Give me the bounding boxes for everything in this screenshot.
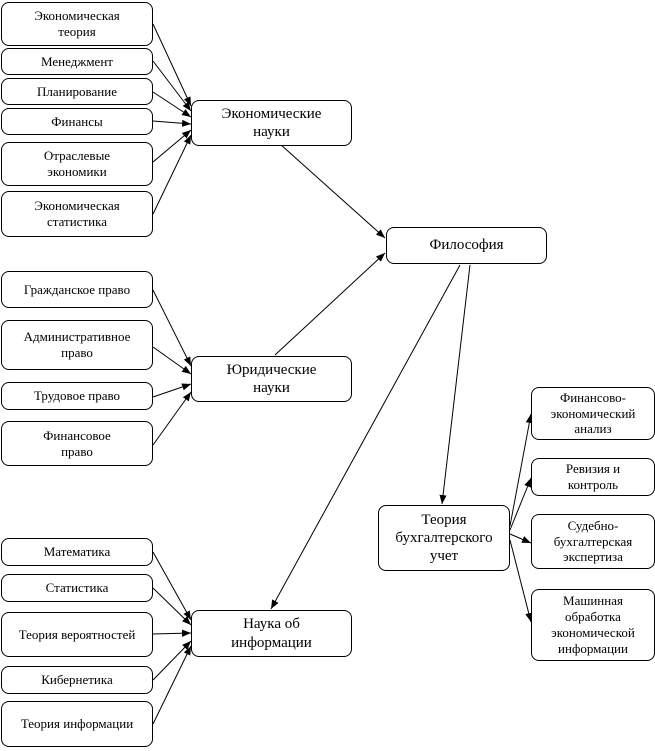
node-econ-sciences: Экономические науки xyxy=(191,100,352,146)
node-information-theory: Теория информации xyxy=(1,701,153,747)
node-econ-statistics: Экономическая статистика xyxy=(1,191,153,237)
node-sector-economics: Отраслевые экономики xyxy=(1,142,153,186)
node-mathematics: Математика xyxy=(1,538,153,566)
node-econ-theory: Экономическая теория xyxy=(1,2,153,46)
node-financial-analysis: Финансово- экономический анализ xyxy=(531,387,655,440)
arrow-econ-stats xyxy=(153,135,191,214)
node-admin-law: Административное право xyxy=(1,320,153,370)
node-philosophy: Философия xyxy=(386,227,547,264)
arrow-to-forensic xyxy=(510,534,531,543)
arrow-admin-law xyxy=(153,347,191,374)
arrow-philosophy-to-accounting xyxy=(442,265,470,504)
arrow-management xyxy=(153,61,191,111)
node-statistics: Статистика xyxy=(1,574,153,602)
arrow-civil-law xyxy=(153,290,191,366)
arrow-math xyxy=(153,552,191,620)
node-information-science: Наука об информации xyxy=(191,610,352,657)
node-forensic-accounting: Судебно- бухгалтерская экспертиза xyxy=(531,514,655,569)
node-cybernetics: Кибернетика xyxy=(1,666,153,694)
arrow-info-theory xyxy=(153,646,191,724)
node-audit-control: Ревизия и контроль xyxy=(531,458,655,496)
arrow-to-audit xyxy=(510,478,531,530)
arrow-labor-law xyxy=(153,384,191,397)
node-machine-processing: Машинная обработка экономической информации xyxy=(531,589,655,661)
arrow-legal-to-philosophy xyxy=(275,253,385,355)
arrow-probability xyxy=(153,633,191,634)
node-accounting-theory: Теория бухгалтерского учет xyxy=(378,505,510,571)
node-finance-law: Финансовое право xyxy=(1,421,153,466)
arrow-econ-to-philosophy xyxy=(280,144,385,238)
arrow-econ-theory xyxy=(153,24,191,106)
node-legal-sciences: Юридические науки xyxy=(191,356,352,402)
node-planning: Планирование xyxy=(1,78,153,105)
node-labor-law: Трудовое право xyxy=(1,382,153,410)
arrow-planning xyxy=(153,92,191,117)
arrow-finance xyxy=(153,121,191,124)
node-civil-law: Гражданское право xyxy=(1,271,153,308)
node-probability-theory: Теория вероятностей xyxy=(1,612,153,657)
arrow-to-fin-analysis xyxy=(510,414,531,526)
arrow-to-machine-processing xyxy=(510,540,531,622)
node-management: Менеджмент xyxy=(1,48,153,75)
arrow-finance-law xyxy=(153,392,191,445)
arrow-cybernetics xyxy=(153,641,191,680)
arrow-statistics xyxy=(153,588,191,625)
node-finance: Финансы xyxy=(1,108,153,135)
